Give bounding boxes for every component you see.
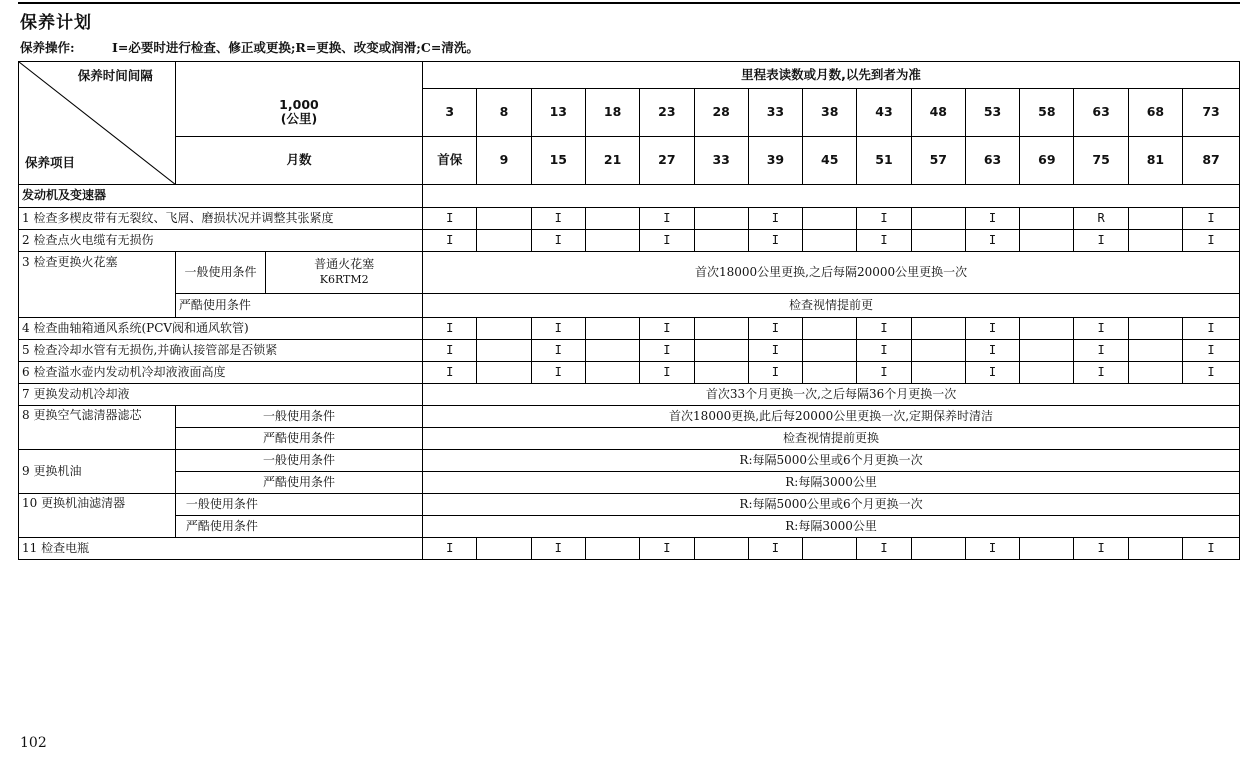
month-value: 75 [1074,137,1128,185]
code-cell: I [640,208,694,230]
section-engine-fill [423,185,1240,208]
code-cell [1128,538,1182,560]
item-name: 7 更换发动机冷却液 [19,384,423,406]
code-cell: I [748,340,802,362]
code-cell: R [1074,208,1128,230]
code-cell: I [857,230,911,252]
item-name: 10 更换机油滤清器 [19,494,176,538]
table-row [19,384,1240,406]
code-cell [911,230,965,252]
code-cell [911,340,965,362]
condition-normal: 一般使用条件 [175,494,422,516]
interval-label: 保养时间间隔 [77,68,153,83]
month-value: 51 [857,137,911,185]
code-cell [803,208,857,230]
odo-value: 18 [585,89,639,137]
code-cell: I [1183,538,1240,560]
code-cell: I [748,538,802,560]
odo-value: 23 [640,89,694,137]
odo-value: 63 [1074,89,1128,137]
item-name: 5 检查冷却水管有无损伤,并确认接管部是否锁紧 [19,340,423,362]
spark-plug-line1: 普通火花塞 [314,257,375,272]
odo-value: 58 [1020,89,1074,137]
code-cell [1020,340,1074,362]
odometer-label-line1: 1,000 [279,96,319,112]
schedule-text: 检查视情提前更 [423,294,1240,318]
maintenance-legend [20,38,479,56]
code-cell: I [857,362,911,384]
month-value: 27 [640,137,694,185]
table-row [19,362,1240,384]
code-cell [803,230,857,252]
code-cell: I [1074,318,1128,340]
code-cell: I [857,318,911,340]
schedule-text: R:每隔5000公里或6个月更换一次 [423,450,1240,472]
code-cell: I [640,230,694,252]
code-cell [1020,362,1074,384]
condition-severe: 严酷使用条件 [175,472,422,494]
header-diagonal-cell [19,62,176,185]
item-name: 3 检查更换火花塞 [19,252,176,318]
odo-value: 68 [1128,89,1182,137]
month-value: 39 [748,137,802,185]
table-row [19,516,1240,538]
table-row [19,208,1240,230]
code-cell: I [423,538,477,560]
code-cell: I [423,208,477,230]
code-cell [585,340,639,362]
code-cell: I [531,340,585,362]
code-cell: I [640,362,694,384]
code-cell: I [1183,230,1240,252]
code-cell [694,318,748,340]
table-row [19,252,1240,294]
code-cell: I [1074,230,1128,252]
month-value: 87 [1183,137,1240,185]
code-cell [694,362,748,384]
header-rule [18,2,1240,4]
table-row [19,230,1240,252]
code-cell: I [965,208,1019,230]
code-cell [694,538,748,560]
code-cell [1020,208,1074,230]
code-cell [803,362,857,384]
page-title: 保养计划 [20,13,92,33]
code-cell [1128,230,1182,252]
code-cell: I [965,538,1019,560]
odo-value: 8 [477,89,531,137]
code-cell [585,538,639,560]
condition-severe: 严酷使用条件 [175,294,422,318]
item-name: 11 检查电瓶 [19,538,423,560]
item-name: 2 检查点火电缆有无损伤 [19,230,423,252]
table-row [19,450,1240,472]
odo-value: 13 [531,89,585,137]
condition-severe: 严酷使用条件 [175,428,422,450]
schedule-text: 首次33个月更换一次,之后每隔36个月更换一次 [423,384,1240,406]
code-cell [477,538,531,560]
code-cell [1020,538,1074,560]
code-cell [694,208,748,230]
code-cell: I [1074,340,1128,362]
code-cell [585,230,639,252]
odo-value: 28 [694,89,748,137]
header-spacer [175,62,422,89]
legend-label: 保养操作: [20,40,75,55]
code-cell: I [640,538,694,560]
schedule-text: 首次18000更换,此后每20000公里更换一次,定期保养时清洁 [423,406,1240,428]
code-cell: I [640,340,694,362]
table-row [19,340,1240,362]
code-cell: I [1074,362,1128,384]
item-name: 1 检查多楔皮带有无裂纹、飞屑、磨损状况并调整其张紧度 [19,208,423,230]
code-cell: I [857,340,911,362]
code-cell [1020,318,1074,340]
code-cell [585,318,639,340]
code-cell [1128,340,1182,362]
schedule-text: R:每隔5000公里或6个月更换一次 [423,494,1240,516]
item-name: 9 更换机油 [19,450,176,494]
condition-normal: 一般使用条件 [175,406,422,428]
code-cell [911,538,965,560]
code-cell: I [965,340,1019,362]
table-row [19,294,1240,318]
code-cell [477,340,531,362]
maintenance-schedule-table [18,61,1240,560]
table-row [19,428,1240,450]
code-cell: I [748,230,802,252]
code-cell [1128,208,1182,230]
code-cell [694,230,748,252]
code-cell [803,340,857,362]
code-cell: I [531,538,585,560]
code-cell: I [748,362,802,384]
schedule-text: 检查视情提前更换 [423,428,1240,450]
code-cell [803,318,857,340]
odo-value: 48 [911,89,965,137]
header-row-group [19,62,1240,89]
month-value: 63 [965,137,1019,185]
month-value: 69 [1020,137,1074,185]
group-label: 里程表读数或月数,以先到者为准 [423,62,1240,89]
odo-value: 3 [423,89,477,137]
odometer-label [175,89,422,137]
code-cell [1020,230,1074,252]
code-cell: I [1074,538,1128,560]
table-row [19,318,1240,340]
code-cell: I [857,538,911,560]
condition-normal: 一般使用条件 [175,450,422,472]
code-cell [477,318,531,340]
item-name: 4 检查曲轴箱通风系统(PCV阀和通风软管) [19,318,423,340]
section-row-engine [19,185,1240,208]
code-cell: I [857,208,911,230]
month-value: 21 [585,137,639,185]
schedule-text: 首次18000公里更换,之后每隔20000公里更换一次 [423,252,1240,294]
code-cell [585,362,639,384]
code-cell [803,538,857,560]
odo-value: 33 [748,89,802,137]
month-value: 57 [911,137,965,185]
code-cell: I [423,318,477,340]
code-cell: I [531,208,585,230]
code-cell [477,208,531,230]
code-cell [911,318,965,340]
condition-normal: 一般使用条件 [175,252,265,294]
code-cell: I [748,208,802,230]
odo-value: 53 [965,89,1019,137]
section-engine-label: 发动机及变速器 [19,185,423,208]
code-cell: I [531,230,585,252]
table-row [19,406,1240,428]
spark-plug-type [266,252,423,294]
code-cell: I [1183,318,1240,340]
code-cell: I [423,362,477,384]
odometer-label-line2: (公里) [280,111,318,127]
code-cell: I [531,318,585,340]
month-value-first: 首保 [423,137,477,185]
table-row [19,494,1240,516]
month-value: 45 [803,137,857,185]
item-label: 保养项目 [25,154,76,170]
item-name: 6 检查溢水壶内发动机冷却液液面高度 [19,362,423,384]
code-cell [911,208,965,230]
code-cell [1128,362,1182,384]
code-cell: I [423,340,477,362]
month-value: 33 [694,137,748,185]
code-cell: I [640,318,694,340]
code-cell: I [1183,362,1240,384]
condition-severe: 严酷使用条件 [175,516,422,538]
page-number: 102 [20,735,47,751]
header-row-odometer [19,89,1240,137]
code-cell: I [423,230,477,252]
schedule-text: R:每隔3000公里 [423,472,1240,494]
odo-value: 43 [857,89,911,137]
month-value: 81 [1128,137,1182,185]
month-value: 15 [531,137,585,185]
code-cell: I [965,362,1019,384]
code-cell: I [1183,208,1240,230]
code-cell: I [965,318,1019,340]
item-name: 8 更换空气滤清器滤芯 [19,406,176,450]
spark-plug-model: K6RTM2 [319,273,369,287]
code-cell: I [531,362,585,384]
code-cell: I [748,318,802,340]
code-cell [585,208,639,230]
table-row [19,472,1240,494]
month-label: 月数 [175,137,422,185]
month-value: 9 [477,137,531,185]
header-row-months [19,137,1240,185]
table-row [19,538,1240,560]
code-cell [477,230,531,252]
code-cell: I [1183,340,1240,362]
odo-value: 38 [803,89,857,137]
code-cell [694,340,748,362]
odo-value: 73 [1183,89,1240,137]
code-cell [477,362,531,384]
code-cell: I [965,230,1019,252]
legend-text: I=必要时进行检查、修正或更换;R=更换、改变或润滑;C=清洗。 [112,40,479,55]
code-cell [1128,318,1182,340]
code-cell [911,362,965,384]
schedule-text: R:每隔3000公里 [423,516,1240,538]
